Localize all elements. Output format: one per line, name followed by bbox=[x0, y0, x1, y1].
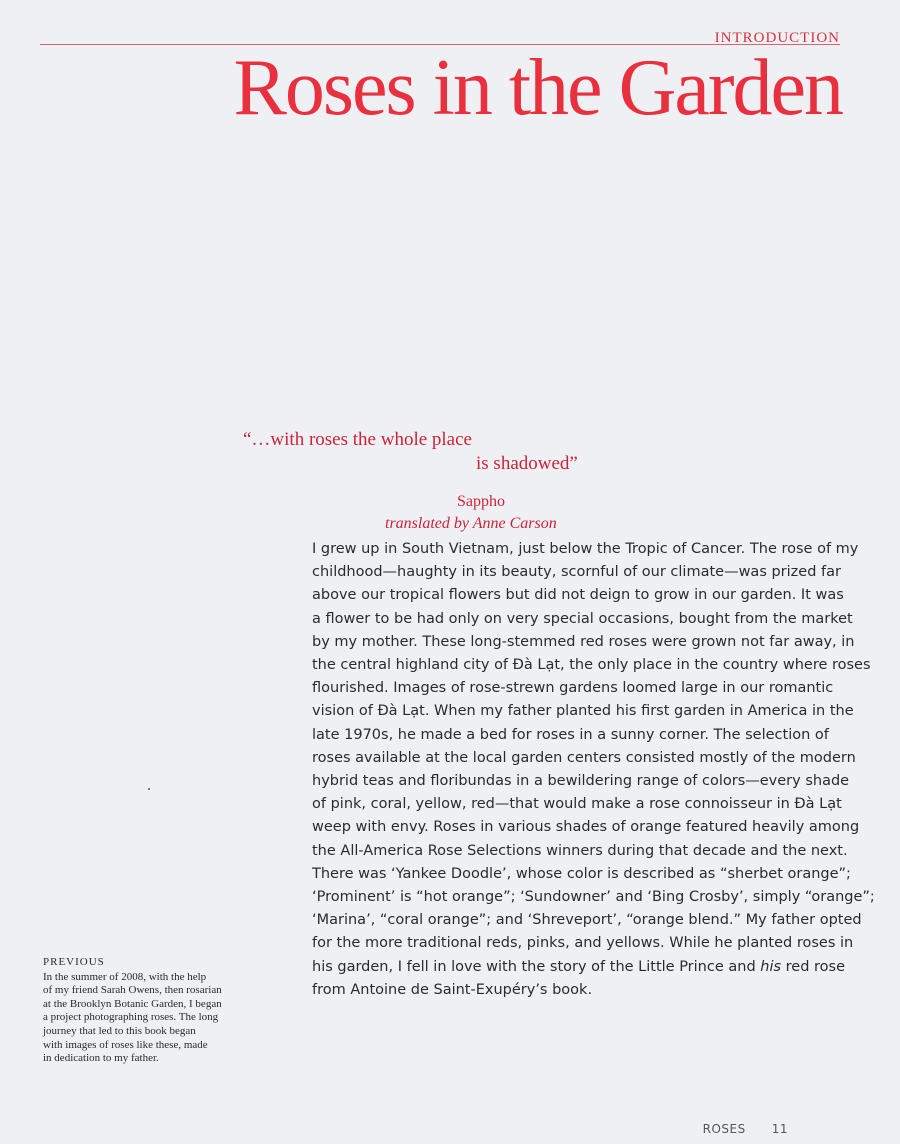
caption-line: with images of roses like these, made bbox=[43, 1038, 208, 1051]
epigraph-attribution bbox=[385, 491, 557, 535]
page-number: 11 bbox=[771, 1122, 788, 1136]
body-line-emphasis: his bbox=[760, 958, 782, 975]
chapter-title: Roses in the Garden bbox=[233, 44, 842, 132]
caption-line: in dedication to my father. bbox=[43, 1052, 159, 1065]
body-line: for the more traditional reds, pinks, and yellows. While he planted roses in bbox=[312, 935, 854, 952]
epigraph-line-1: “…with roses the whole place bbox=[243, 429, 472, 450]
body-line: above our tropical flowers but did not deign to grow in our garden. It was bbox=[312, 587, 844, 604]
footer-book-title: ROSES bbox=[702, 1122, 746, 1136]
caption-line: In the summer of 2008, with the help bbox=[43, 970, 207, 983]
caption-line: a project photographing roses. The long bbox=[43, 1011, 219, 1024]
body-line: childhood—haughty in its beauty, scornful of our climate—was prized far bbox=[312, 564, 841, 581]
body-line: There was ‘Yankee Doodle’, whose color is described as “sherbet orange”; bbox=[312, 865, 851, 882]
body-text bbox=[312, 538, 875, 1002]
body-line-part: red rose bbox=[781, 958, 846, 975]
body-line bbox=[312, 956, 846, 979]
epigraph-quote bbox=[243, 428, 603, 476]
body-line: ‘Marina’, “coral orange”; and ‘Shreveport’, “orange blend.” My father opted bbox=[312, 912, 862, 929]
body-line: I grew up in South Vietnam, just below the Tropic of Cancer. The rose of my bbox=[312, 541, 859, 557]
page-footer bbox=[703, 1122, 788, 1136]
body-line: the central highland city of Đà Lạt, the only place in the country where roses bbox=[312, 657, 871, 674]
body-paragraph bbox=[312, 538, 875, 1002]
body-line: flourished. Images of rose-strewn gardens loomed large in our romantic bbox=[312, 680, 834, 697]
body-line: hybrid teas and floribundas in a bewildering range of colors—every shade bbox=[312, 773, 850, 790]
photo-caption bbox=[43, 956, 273, 1066]
body-line: ‘Prominent’ is “hot orange”; ‘Sundowner’ and ‘Bing Crosby’, simply “orange”; bbox=[312, 889, 875, 906]
body-line: vision of Đà Lạt. When my father planted his first garden in America in the bbox=[312, 703, 854, 720]
epigraph-line-2: is shadowed” bbox=[476, 453, 578, 474]
body-line: late 1970s, he made a bed for roses in a sunny corner. The selection of bbox=[312, 726, 829, 743]
body-line: from Antoine de Saint-Exupéry’s book. bbox=[312, 981, 593, 998]
body-line-part: his garden, I fell in love with the story of the Little Prince and bbox=[312, 958, 761, 975]
body-line: roses available at the local garden centers consisted mostly of the modern bbox=[312, 749, 856, 766]
epigraph-author: Sappho bbox=[457, 493, 505, 510]
body-line: by my mother. These long-stemmed red roses were grown not far away, in bbox=[312, 633, 855, 650]
body-line: a flower to be had only on very special occasions, bought from the market bbox=[312, 610, 853, 627]
epigraph-translator: translated by Anne Carson bbox=[385, 515, 557, 532]
speck-mark bbox=[148, 788, 150, 790]
caption-line: of my friend Sarah Owens, then rosarian bbox=[43, 984, 222, 997]
caption-heading: PREVIOUS bbox=[43, 956, 105, 968]
section-label: INTRODUCTION bbox=[714, 30, 840, 46]
body-line: weep with envy. Roses in various shades of orange featured heavily among bbox=[312, 819, 860, 836]
caption-line: journey that led to this book began bbox=[43, 1024, 196, 1037]
body-line: the All-America Rose Selections winners during that decade and the next. bbox=[312, 842, 848, 859]
caption-line: at the Brooklyn Botanic Garden, I began bbox=[43, 997, 222, 1010]
body-line: of pink, coral, yellow, red—that would make a rose connoisseur in Đà Lạt bbox=[312, 796, 842, 813]
